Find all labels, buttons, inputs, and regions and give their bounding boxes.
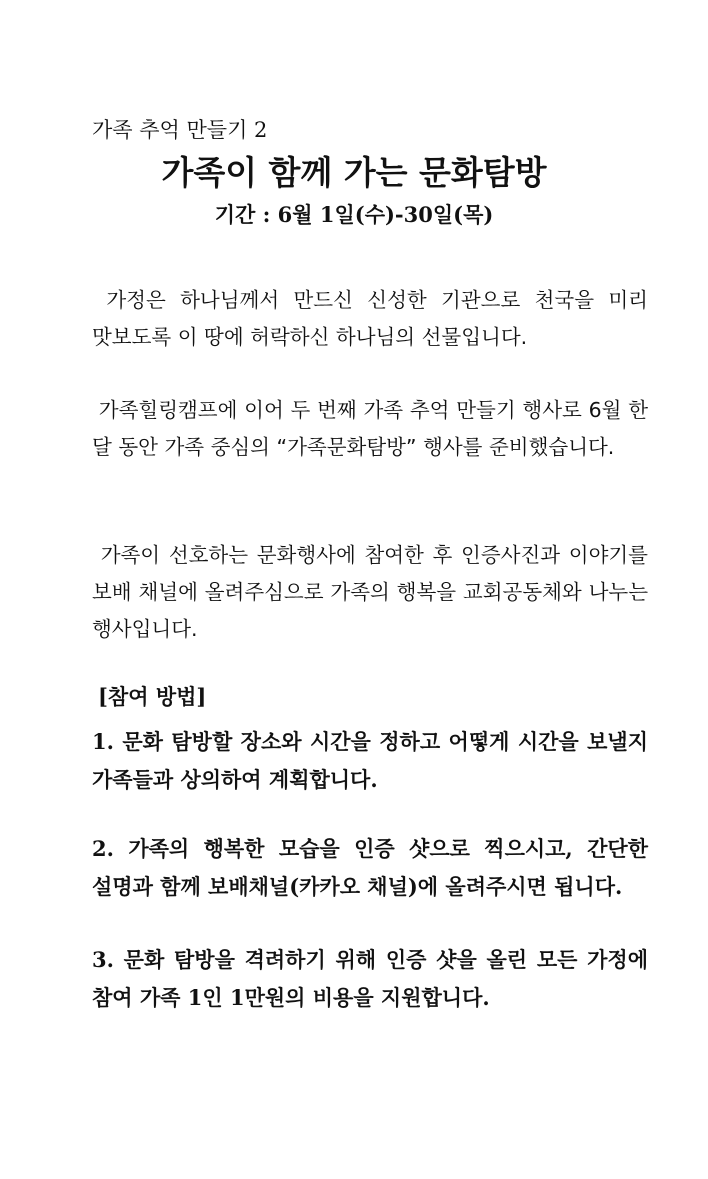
page-title: 가족이 함께 가는 문화탐방 bbox=[161, 153, 547, 192]
event-description-paragraph: 가족힐링캠프에 이어 두 번째 가족 추억 만들기 행사로 6월 한 달 동안 가족 중심의 “가족문화탐방” 행사를 준비했습니다. bbox=[92, 398, 655, 459]
method-step-3: 3. 문화 탐방을 격려하기 위해 인증 샷을 올린 모든 가정에 참여 가족 1인 1만원의 비용을 지원합니다. bbox=[92, 947, 648, 1010]
method-step-1: 1. 문화 탐방할 장소와 시간을 정하고 어떻게 시간을 보낼지 가족들과 상의하여 계획합니다. bbox=[92, 729, 648, 792]
method-heading: [참여 방법] bbox=[98, 684, 207, 709]
method-step-2: 2. 가족의 행복한 모습을 인증 샷으로 찍으시고, 간단한 설명과 함께 보배채널(카카오 채널)에 올려주시면 됩니다. bbox=[92, 836, 648, 899]
event-period: 기간 : 6월 1일(수)-30일(목) bbox=[214, 202, 494, 227]
participation-paragraph: 가족이 선호하는 문화행사에 참여한 후 인증사진과 이야기를 보배 채널에 올려주심으로 가족의 행복을 교회공동체와 나누는 행사입니다. bbox=[92, 543, 655, 641]
event-subtitle: 가족 추억 만들기 2 bbox=[92, 118, 268, 142]
intro-paragraph: 가정은 하나님께서 만드신 신성한 기관으로 천국을 미리 맛보도록 이 땅에 허락하신 하나님의 선물입니다. bbox=[92, 288, 655, 349]
